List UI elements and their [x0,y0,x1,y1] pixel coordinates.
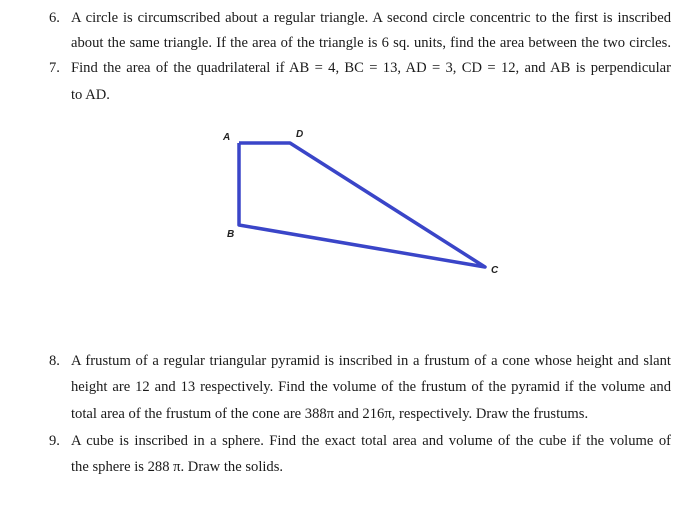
vertex-label-c: C [491,265,499,276]
vertex-label-b: B [227,229,235,240]
problem-6-number: 6. [49,10,60,26]
problem-7-line-2: to AD. [71,87,110,103]
problem-6-line-2: about the same triangle. If the area of the triangle is 6 sq. units, find the area between the two circles. [71,35,671,51]
problem-8-number: 8. [49,353,60,369]
problem-9-line-1: A cube is inscribed in a sphere. Find the exact total area and volume of the cube if the volume of [71,433,671,449]
quadrilateral-outline [239,143,485,267]
problem-7-line-1: Find the area of the quadrilateral if AB = 4, BC = 13, AD = 3, CD = 12, and AB is perpendicular [71,60,671,76]
vertex-label-d: D [296,129,304,140]
problem-8-line-2: height are 12 and 13 respectively. Find the volume of the frustum of the pyramid if the volume and [71,379,671,395]
problem-8-line-1: A frustum of a regular triangular pyramid is inscribed in a frustum of a cone whose height and slant [71,353,671,369]
problem-7-number: 7. [49,60,60,76]
problem-8-line-3: total area of the frustum of the cone are 388π and 216π, respectively. Draw the frustums. [71,406,589,422]
problem-9-number: 9. [49,433,60,449]
problem-9-line-2: the sphere is 288 π. Draw the solids. [71,459,284,475]
problem-6-line-1: A circle is circumscribed about a regular triangle. A second circle concentric to the first is inscribed [71,10,671,26]
vertex-label-a: A [223,132,231,143]
